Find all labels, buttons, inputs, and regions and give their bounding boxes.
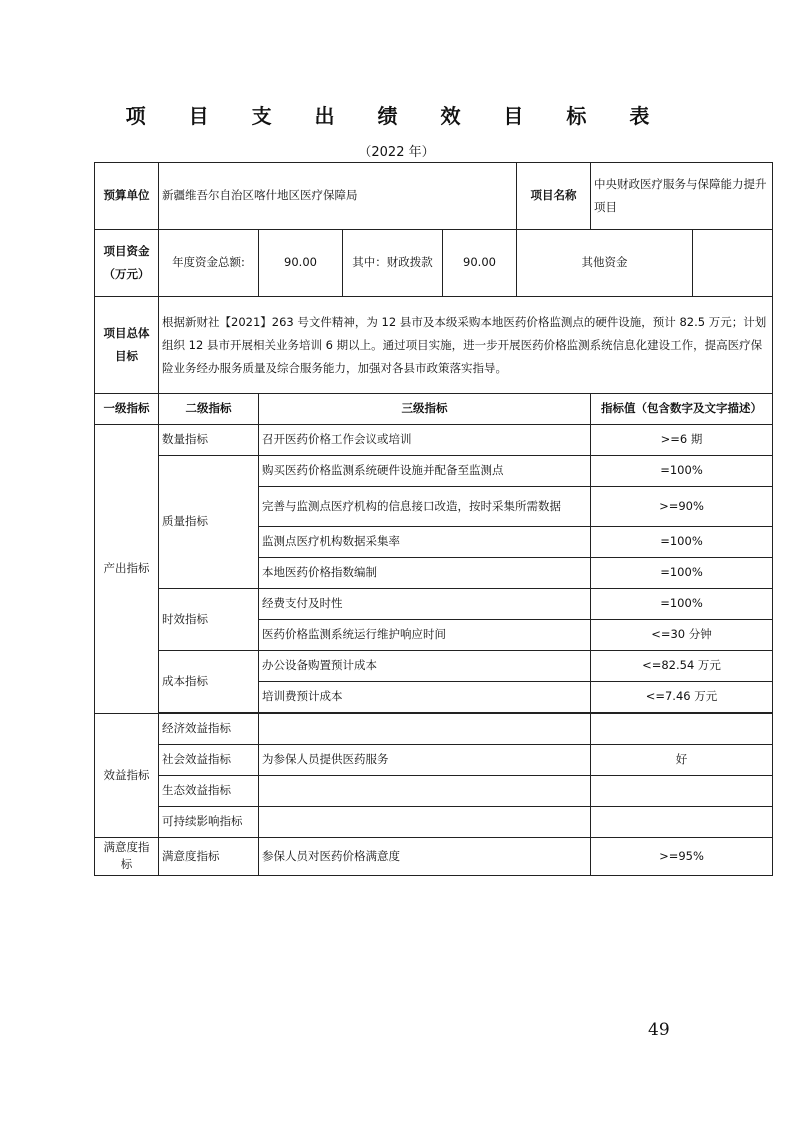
benefit-label: 社会效益指标: [159, 745, 259, 776]
indicator-name: 参保人员对医药价格满意度: [259, 838, 591, 876]
table-row: [95, 589, 773, 620]
col-value: 指标值（包含数字及文字描述）: [591, 394, 773, 425]
indicator-value: <=30 分钟: [591, 620, 773, 651]
performance-target-table: [94, 162, 773, 876]
col-level1: 一级指标: [95, 394, 159, 425]
col-level2: 二级指标: [159, 394, 259, 425]
indicator-name: 本地医药价格指数编制: [259, 558, 591, 589]
budget-unit-label: 预算单位: [95, 163, 159, 230]
col-level3: 三级指标: [259, 394, 591, 425]
indicator-name: 购买医药价格监测系统硬件设施并配备至监测点: [259, 456, 591, 487]
output-level1: 产出指标: [95, 425, 159, 714]
benefit-label: 生态效益指标: [159, 776, 259, 807]
budget-unit-value: 新疆维吾尔自治区喀什地区医疗保障局: [159, 163, 517, 230]
benefit-level1: 效益指标: [95, 714, 159, 838]
annual-total-label: 年度资金总额:: [159, 230, 259, 297]
indicator-name: [259, 714, 591, 745]
table-row: [95, 651, 773, 682]
year-caption: （2022 年）: [358, 145, 435, 160]
quantity-label: 数量指标: [159, 425, 259, 456]
table-row: [95, 807, 773, 838]
goal-label: 项目总体目标: [95, 297, 159, 394]
indicator-name: 经费支付及时性: [259, 589, 591, 620]
indicator-value: >=90%: [591, 487, 773, 527]
indicator-value: <=7.46 万元: [591, 682, 773, 713]
indicator-name: [259, 776, 591, 807]
other-funds-label: 其他资金: [517, 230, 693, 297]
benefit-label: 经济效益指标: [159, 714, 259, 745]
indicator-name: 监测点医疗机构数据采集率: [259, 527, 591, 558]
goal-row: [95, 297, 773, 394]
project-name-label: 项目名称: [517, 163, 591, 230]
fiscal-label: 其中：财政拨款: [343, 230, 443, 297]
column-header-row: [95, 394, 773, 425]
funds-row: [95, 230, 773, 297]
indicator-value: =100%: [591, 589, 773, 620]
indicator-value: >=6 期: [591, 425, 773, 456]
satisfaction-level1: 满意度指标: [95, 838, 159, 876]
table-row: [95, 714, 773, 745]
indicator-name: [259, 807, 591, 838]
satisfaction-label: 满意度指标: [159, 838, 259, 876]
indicator-name: 为参保人员提供医药服务: [259, 745, 591, 776]
indicator-name: 完善与监测点医疗机构的信息接口改造，按时采集所需数据: [259, 487, 591, 527]
cost-label: 成本指标: [159, 651, 259, 713]
indicator-value: [591, 807, 773, 838]
page-number: 49: [648, 1020, 670, 1040]
budget-unit-row: [95, 163, 773, 230]
indicator-value: 好: [591, 745, 773, 776]
quality-label: 质量指标: [159, 456, 259, 589]
indicator-value: =100%: [591, 456, 773, 487]
table-row: [95, 745, 773, 776]
timeliness-label: 时效指标: [159, 589, 259, 651]
annual-total-value: 90.00: [259, 230, 343, 297]
indicator-name: 召开医药价格工作会议或培训: [259, 425, 591, 456]
table-row: [95, 425, 773, 456]
indicator-value: [591, 714, 773, 745]
table-row: [95, 776, 773, 807]
indicator-value: [591, 776, 773, 807]
project-name-value: 中央财政医疗服务与保障能力提升项目: [591, 163, 773, 230]
funds-label: 项目资金（万元）: [95, 230, 159, 297]
indicator-value: <=82.54 万元: [591, 651, 773, 682]
page-title: 项 目 支 出 绩 效 目 标 表: [125, 104, 668, 128]
indicator-value: >=95%: [591, 838, 773, 876]
indicator-name: 培训费预计成本: [259, 682, 591, 713]
indicator-value: =100%: [591, 527, 773, 558]
fiscal-value: 90.00: [443, 230, 517, 297]
table-row: [95, 838, 773, 876]
other-funds-value: [693, 230, 773, 297]
goal-text: 根据新财社【2021】263 号文件精神，为 12 县市及本级采购本地医药价格监测点的硬件设施，预计 82.5 万元；计划组织 12 县市开展相关业务培训 6 期以上。通过项目实施，进一步开展医药价格监测系统信息化建设工作，提高医疗保险业务经办服务质量及综合服务能力，加强对各县市政策落实指导。: [159, 297, 773, 394]
benefit-label: 可持续影响指标: [159, 807, 259, 838]
indicator-value: =100%: [591, 558, 773, 589]
indicator-name: 医药价格监测系统运行维护响应时间: [259, 620, 591, 651]
table-row: [95, 456, 773, 487]
indicator-name: 办公设备购置预计成本: [259, 651, 591, 682]
